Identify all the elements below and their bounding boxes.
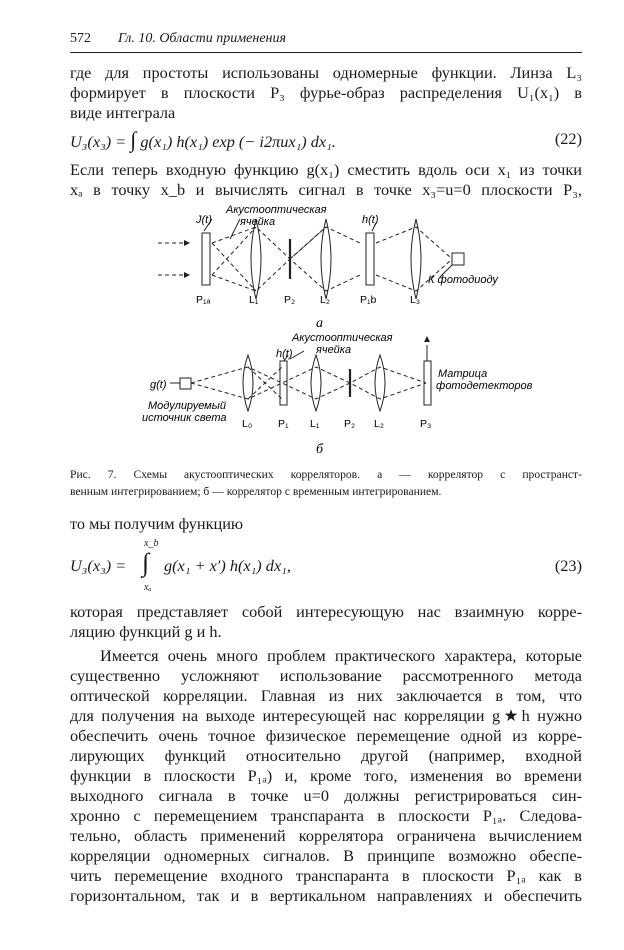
body-line: то мы получим функцию <box>70 514 244 533</box>
ray-cross-1 <box>212 243 256 291</box>
paragraph-line: существенно усложняют использование рассмотренного метода <box>70 666 582 685</box>
plane-p1a-rect <box>202 233 210 285</box>
label-cell-line1: Акустооптическая <box>226 204 327 216</box>
body-line: виде интеграла <box>70 103 176 122</box>
paragraph-line: хронно с перемещением транспаранта в плоскости P₁ₐ. Следова- <box>70 806 582 825</box>
paragraph-line: функции в плоскости P₁ₐ) и, кроме того, изменения во времени <box>70 766 582 785</box>
paragraph-line: выходного сигнала в точке u=0 должны регистрироваться син- <box>70 786 582 805</box>
eq23-rhs: g(x₁ + x′) h(x₁) dx₁, <box>164 556 291 575</box>
lens-l1b-shape <box>311 355 321 411</box>
plane-label-p3: P₃ <box>420 418 432 430</box>
paragraph-line: обеспечить очень точное физическое перемещение одной из корре- <box>70 726 582 745</box>
ray-lower-b <box>191 383 426 399</box>
body-line: xₐ в точку x_b и вычислять сигнал в точке x₃=u=0 плоскости P₃, <box>70 180 582 199</box>
ray-upper <box>212 227 360 259</box>
label-source-line1: Модулируемый <box>148 400 226 412</box>
body-line: формирует в плоскости P₃ фурье-образ распределения U₁(x₁) в <box>70 83 582 102</box>
eq23-lower-limit: xₐ <box>144 582 152 593</box>
plane-label-p1a: P₁ₐ <box>196 294 211 306</box>
label-source-line2: источник света <box>142 412 227 424</box>
figure-caption-line: Рис. 7. Схемы акустооптических корреляторов. а — коррелятор с пространст- <box>70 468 582 481</box>
eq22-integral-sign: ∫ <box>130 127 137 152</box>
running-header <box>70 30 582 53</box>
plane-label-l1b: L₁ <box>310 418 320 430</box>
paragraph-line: корреляции одномерных сигналов. В принципе возможно обеспе- <box>70 846 582 865</box>
equation-22 <box>70 127 582 153</box>
paragraph-line: лирующих функций относительно другой (например, входной <box>70 746 582 765</box>
paragraph-line: чить перемещение входного транспаранта в плоскости P₁ₐ как в <box>70 866 582 885</box>
plane-label-p1b: P₁b <box>360 294 377 306</box>
ray-upper-b <box>191 367 426 383</box>
label-gt: g(t) <box>150 379 167 391</box>
figure-a-sublabel: а <box>316 316 323 331</box>
plane-label-l2b: L₂ <box>374 418 384 430</box>
plane-label-l0: L₀ <box>242 418 253 430</box>
figure-caption-line: венным интегрированием; б — коррелятор с временным интегрированием. <box>70 485 442 498</box>
plane-p1b-rect <box>366 233 374 285</box>
label-ht: h(t) <box>362 214 379 226</box>
eq22-lhs: U₃(x₃) = <box>70 132 131 151</box>
label-cell-b-line2: ячейка <box>316 344 352 356</box>
plane-label-p1: P₁ <box>278 418 289 430</box>
body-line: ляцию функций g и h. <box>70 622 222 641</box>
arrow-top-head <box>184 240 190 246</box>
figure-b-sublabel: б <box>316 442 324 457</box>
figure-7a-diagram <box>140 205 520 340</box>
paragraph-line: Имеется очень много проблем практического характера, которые <box>100 646 582 665</box>
eq23-upper-limit: x_b <box>144 538 159 549</box>
ray-cross-2 <box>212 227 256 275</box>
photodiode-box <box>452 253 464 265</box>
label-matrix-line2: фотодетекторов <box>436 380 533 392</box>
paragraph-line: для получения на выходе интересующей нас корреляции g★h нужно <box>70 706 582 725</box>
lens-l2-shape <box>321 219 331 299</box>
lens-l2b-shape <box>375 355 385 411</box>
eq23-number: (23) <box>554 556 582 575</box>
arrow-bottom-head <box>184 272 190 278</box>
body-line: Если теперь входную функцию g(x₁) сместить вдоль оси x₁ из точки <box>70 160 582 179</box>
lens-l3-shape <box>411 219 421 299</box>
running-head-title: Гл. 10. Области применения <box>118 31 286 46</box>
label-cell-line2: ячейка <box>240 216 276 228</box>
equation-23 <box>70 538 582 600</box>
label-jt: J(t) <box>196 214 212 226</box>
eq23-integral-sign: ∫ <box>142 548 150 577</box>
ray-lower <box>212 259 360 291</box>
eq23-lhs: U₃(x₃) = <box>70 556 127 575</box>
plane-label-p2b: P₂ <box>344 418 356 430</box>
light-source-box <box>180 378 191 389</box>
label-cell-b-line1: Акустооптическая <box>292 332 393 344</box>
body-line: которая представляет собой интересующую нас взаимную корре- <box>70 602 582 621</box>
paragraph-line: оптической корреляции. Главная из них заключается в том, что <box>70 686 582 705</box>
p3-arrow-head <box>424 336 430 342</box>
eq22-number: (22) <box>554 129 582 148</box>
figure-7b-diagram <box>140 332 533 463</box>
eq22-rhs: g(x₁) h(x₁) exp (− i2πux₁) dx₁. <box>140 132 336 151</box>
plane-label-l3: L₃ <box>410 294 421 306</box>
label-matrix-line1: Матрица <box>438 368 488 380</box>
plane-label-l2: L₂ <box>320 294 330 306</box>
plane-label-p2: P₂ <box>284 294 296 306</box>
label-to-photodiode: К фотодиоду <box>428 274 498 286</box>
page-number: 572 <box>70 31 91 46</box>
plane-label-l1: L₁ <box>249 294 259 306</box>
paragraph-line: горизонтальном, так и в вертикальном направлениях и обеспечить <box>70 886 582 905</box>
label-ht-b: h(t) <box>276 348 293 360</box>
lens-l0-shape <box>243 355 253 411</box>
body-line: где для простоты использованы одномерные функции. Линза L₃ <box>70 63 582 82</box>
paragraph-line: тельно, область применений коррелятора ограничена вычислением <box>70 826 582 845</box>
